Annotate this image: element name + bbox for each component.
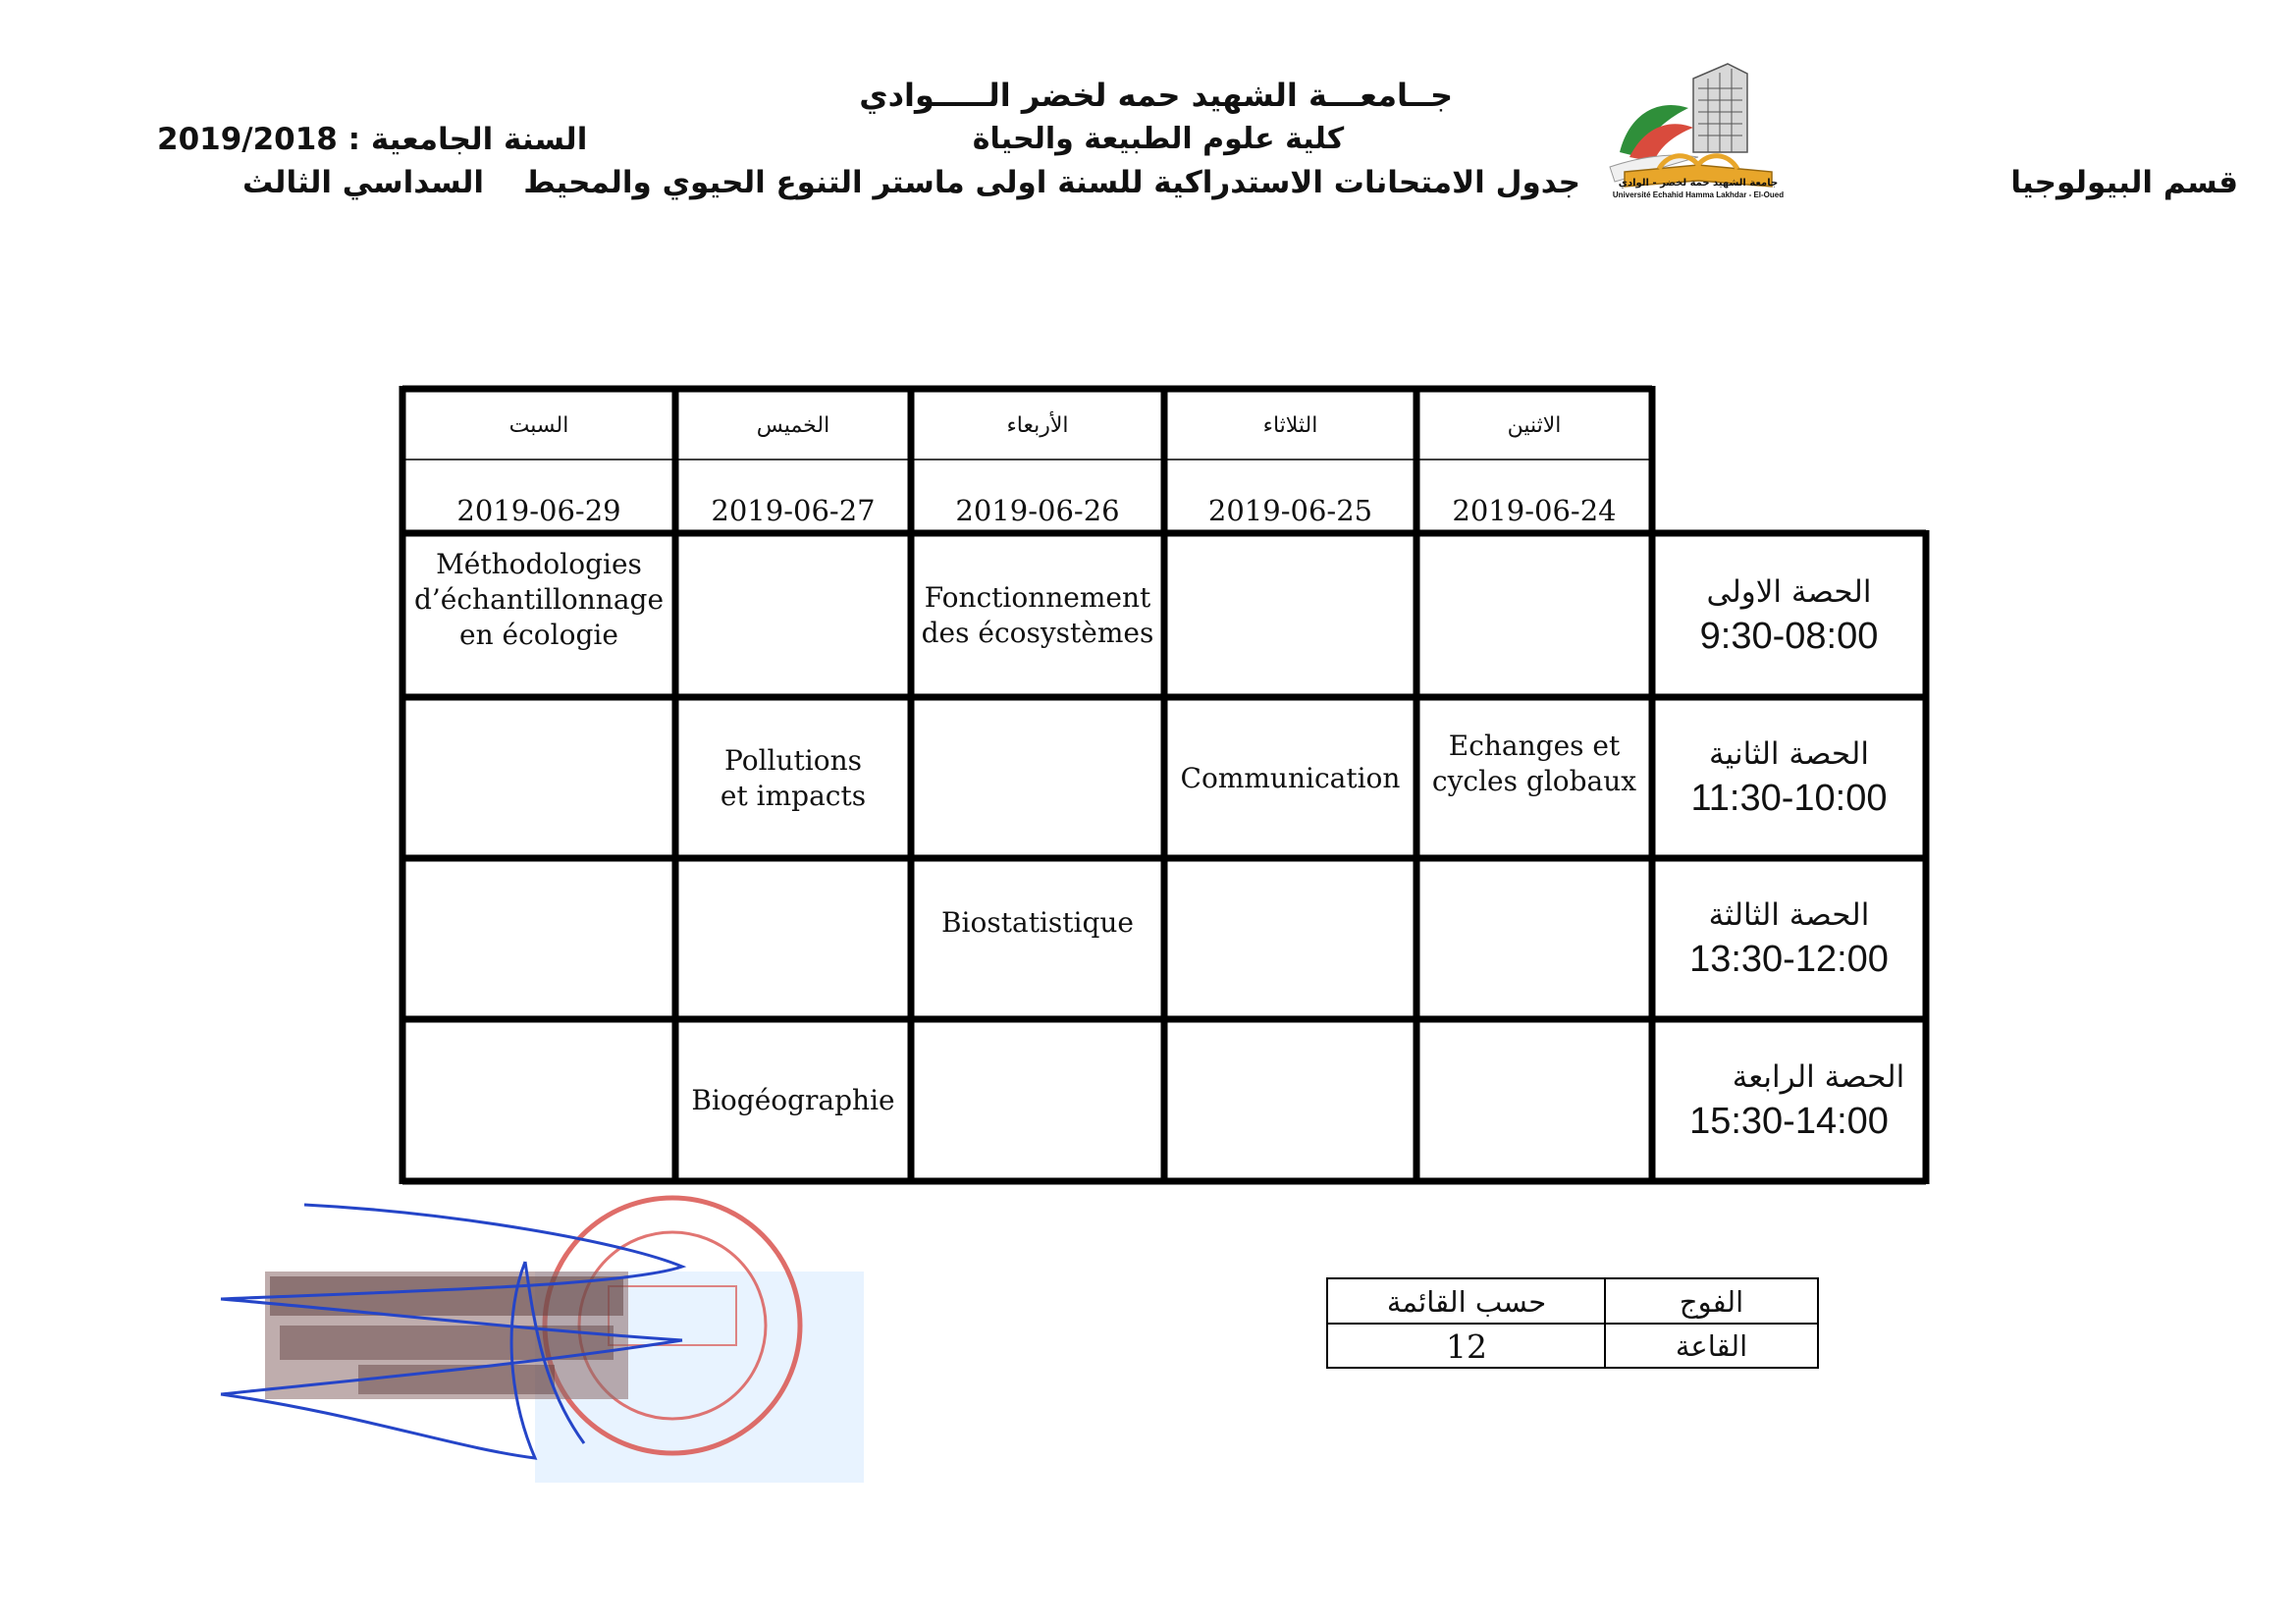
slot-3-label — [1655, 862, 1923, 1016]
exam-slot2-thursday: Pollutions et impacts — [720, 743, 867, 812]
university-name: جــامعـــة الشهيد حمه لخضر الـــــوادي — [859, 77, 1453, 114]
slot-name: الحصة الثانية — [1709, 736, 1869, 772]
slot-2-label — [1655, 701, 1923, 855]
schedule-title: جدول الامتحانات الاستدراكية للسنة اولى ماستر التنوع الحيوي والمحيط — [523, 165, 1580, 200]
official-stamp — [211, 1193, 864, 1483]
slot-1-label — [1655, 537, 1923, 694]
department-name: قسم البيولوجيا — [2010, 165, 2238, 200]
slot-time: 13:30-12:00 — [1689, 939, 1889, 980]
day-name-thursday: الخميس — [756, 412, 830, 438]
day-name-monday: الاثنين — [1507, 412, 1562, 438]
group-label: الفوج — [1679, 1284, 1744, 1319]
slot-time: 15:30-14:00 — [1689, 1100, 1889, 1142]
date-saturday: 2019-06-29 — [456, 494, 621, 527]
slot-name: الحصة الاولى — [1706, 573, 1872, 610]
date-tuesday: 2019-06-25 — [1207, 494, 1373, 527]
room-label: القاعة — [1675, 1329, 1748, 1363]
exam-slot3-wednesday: Biostatistique — [940, 906, 1134, 939]
slot-4-label — [1655, 1023, 1923, 1178]
logo-caption-arabic: جامعة الشهيد حمة لخضر - الوادي — [1618, 178, 1779, 189]
exam-slot2-monday: Echanges et cycles globaux — [1431, 730, 1637, 797]
slot-name: الحصة الثالثة — [1708, 897, 1870, 933]
date-wednesday: 2019-06-26 — [955, 494, 1120, 527]
semester: السداسي الثالث — [241, 165, 484, 200]
academic-year-text: السنة الجامعية : 2019/2018 — [157, 122, 588, 157]
slot-time: 9:30-08:00 — [1699, 615, 1879, 657]
exam-slot1-wednesday: Fonctionnement des écosystèmes — [921, 581, 1154, 649]
group-value: حسب القائمة — [1386, 1284, 1547, 1319]
exam-slot2-tuesday: Communication — [1180, 761, 1401, 794]
date-monday: 2019-06-24 — [1452, 494, 1617, 527]
exam-slot1-saturday: Méthodologies d’échantillonnage en écologie — [413, 548, 665, 651]
faculty-name: كلية علوم الطبيعة والحياة — [972, 122, 1345, 156]
date-thursday: 2019-06-27 — [711, 494, 876, 527]
room-value: 12 — [1446, 1326, 1487, 1366]
day-name-tuesday: الثلاثاء — [1262, 412, 1318, 438]
exam-slot4-thursday: Biogéographie — [691, 1084, 895, 1117]
day-name-saturday: السبت — [508, 412, 569, 438]
logo-caption-french: Université Echahid Hamma Lakhdar - El-Oued — [1612, 190, 1785, 199]
slot-name: الحصة الرابعة — [1732, 1058, 1905, 1095]
day-name-wednesday: الأربعاء — [1006, 412, 1069, 438]
slot-time: 11:30-10:00 — [1690, 778, 1888, 819]
